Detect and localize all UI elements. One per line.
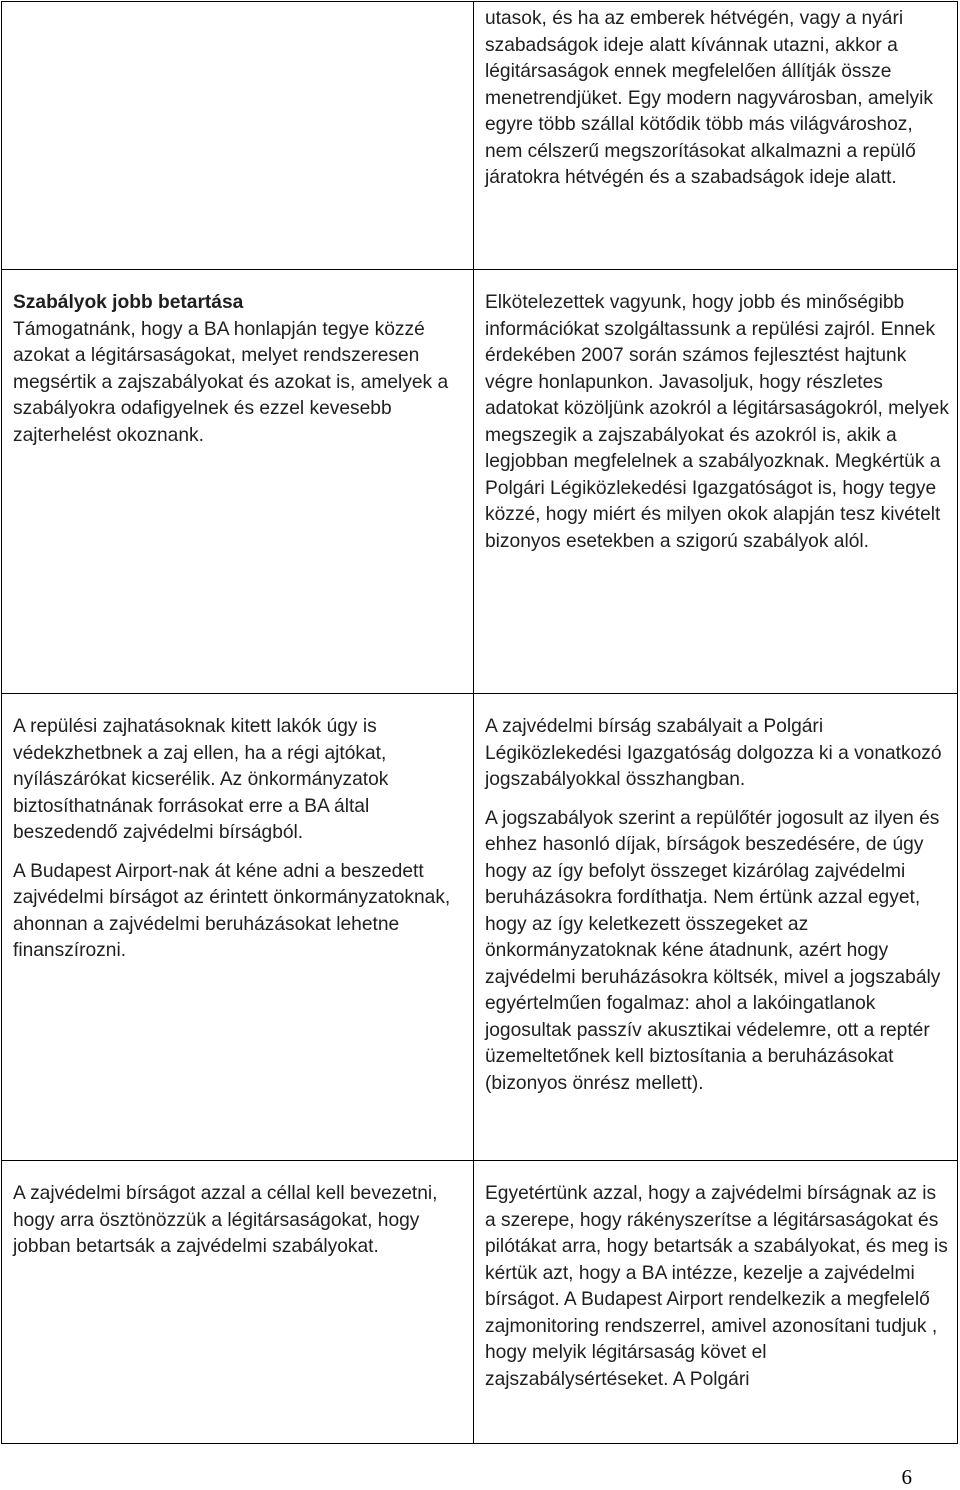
comment-paragraph: A zajvédelmi bírságot azzal a céllal kell bevezetni, hogy arra ösztönözzük a légitársaságokat, hogy jobban betartsák a zajvédelmi szabályokat. (13, 1183, 438, 1257)
comment-cell (2, 694, 474, 1161)
comment-paragraph: A Budapest Airport-nak át kéne adni a beszedett zajvédelmi bírságot az érintett önkormányzatoknak, ahonnan a zajvédelmi beruházásokat lehetne finanszírozni. (13, 860, 451, 961)
comment-response-table (1, 1, 958, 1444)
comment-paragraph: Támogatnánk, hogy a BA honlapján tegye közzé azokat a légitársaságokat, melyet rendszeresen megsértik a zajszabályokat és azokat is, amelyek a szabályokra odafigyelnek és ezzel kevesebb zajterhelést okoznank. (13, 318, 449, 446)
table-row (2, 1161, 958, 1444)
response-paragraph: utasok, és ha az emberek hétvégén, vagy a nyári szabadságok ideje alatt kívánnak utazni, akkor a légitársaságok ennek megfelelően állítják össze menetrendjüket. Egy modern nagyvárosban, amelyik egyre több szállal kötődik több más világvároshoz, nem célszerű megszorításokat alkalmazni a repülő járatokra hétvégén és a szabadságok ideje alatt. (485, 8, 933, 188)
comment-paragraph: A repülési zajhatásoknak kitett lakók úgy is védekzhetbnek a zaj ellen, ha a régi ajtókat, nyílászárókat kicserélik. Az önkormányzatok biztosíthatnának forrásokat erre a BA által beszedendő zajvédelmi bírságból. (13, 716, 389, 843)
comment-cell (2, 270, 474, 694)
page-number: 6 (901, 1465, 912, 1489)
response-paragraph: A zajvédelmi bírság szabályait a Polgári Légiközlekedési Igazgatóság dolgozza ki a vonatkozó jogszabályokkal összhangban. (485, 716, 942, 790)
comment-cell (2, 2, 474, 270)
response-paragraph: Elkötelezettek vagyunk, hogy jobb és minőségibb információkat szolgáltassunk a repülési zajról. Ennek érdekében 2007 során számos fejlesztést hajtunk végre honlapunkon. Javasoljuk, hogy részletes adatokat közöljünk azokról a légitársaságokról, melyek megszegik a zajszabályokat és azokról is, akik a legjobban megfelelnek a szabályozknak. Megkértük a Polgári Légiközlekedési Igazgatóságot is, hogy tegye közzé, hogy miért és milyen okok alapján tesz kivételt bizonyos esetekben a szigorú szabályok alól. (485, 292, 949, 552)
table-row (2, 694, 958, 1161)
response-cell (474, 270, 958, 694)
table-row (2, 2, 958, 270)
table-row (2, 270, 958, 694)
response-paragraph: A jogszabályok szerint a repülőtér jogosult az ilyen és ehhez hasonló díjak, bírságok beszedésére, de úgy hogy az így befolyt összeget kizárólag zajvédelmi beruházásokra fordíthatja. Nem értünk azzal egyet, hogy az így keletkezett összegeket az önkormányzatoknak kéne átadnunk, azért hogy zajvédelmi beruházásokra költsék, mivel a jogszabály egyértelműen fogalmaz: ahol a lakóingatlanok jogosultak passzív akusztikai védelemre, ott a reptér üzemeltetőnek kell biztosítania a beruházásokat (bizonyos önrész mellett). (485, 807, 941, 1094)
response-cell (474, 2, 958, 270)
response-paragraph: Egyetértünk azzal, hogy a zajvédelmi bírságnak az is a szerepe, hogy rákényszerítse a légitársaságokat és pilótákat arra, hogy betartsák a szabályokat, és meg is kértük azt, hogy a BA intézze, kezelje a zajvédelmi bírságot. A Budapest Airport rendelkezik a megfelelő zajmonitoring rendszerrel, amivel azonosítani tudjuk , hogy melyik légitársaság követ el zajszabálysértéseket. A Polgári (485, 1183, 948, 1390)
response-cell (474, 1161, 958, 1444)
section-heading: Szabályok jobb betartása (13, 292, 244, 313)
response-cell (474, 694, 958, 1161)
comment-cell (2, 1161, 474, 1444)
